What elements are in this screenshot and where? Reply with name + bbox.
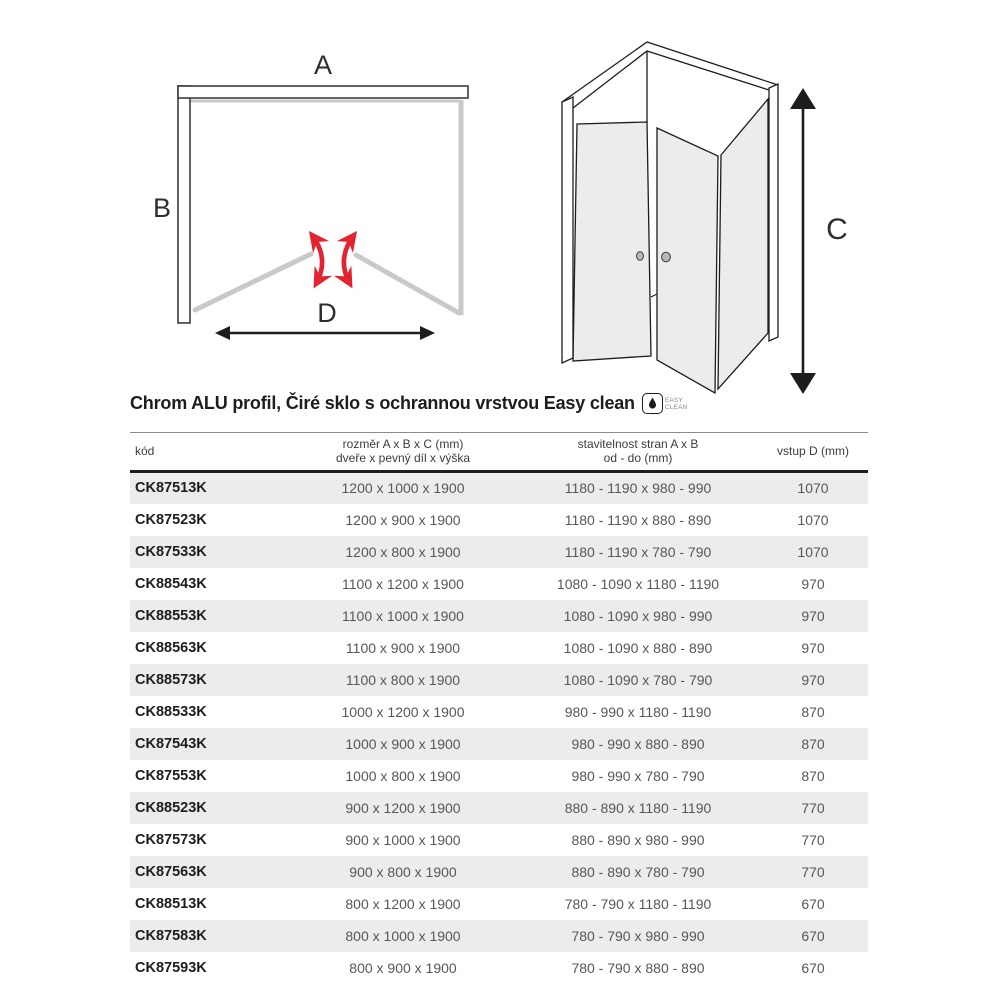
dimension-d-label: D xyxy=(317,298,337,328)
product-code: CK87523K xyxy=(135,511,207,528)
easy-clean-label: EASY CLEAN xyxy=(664,396,688,411)
table-row xyxy=(130,856,868,888)
open-door-right-line xyxy=(356,255,459,313)
dimension-c-arrow xyxy=(790,88,816,394)
adjustability-value: 1080 - 1090 x 780 - 790 xyxy=(563,671,713,688)
table-row xyxy=(130,952,868,984)
entry-width-value: 970 xyxy=(801,575,825,592)
product-code: CK87533K xyxy=(135,543,207,560)
table-row xyxy=(130,792,868,824)
product-code: CK87563K xyxy=(135,863,207,880)
entry-width-value: 1070 xyxy=(797,480,829,497)
dimensions-value: 900 x 1000 x 1900 xyxy=(345,831,461,848)
adjustability-value: 880 - 890 x 980 - 990 xyxy=(571,831,705,848)
door-knob-icon xyxy=(637,252,671,262)
header-entry-width: vstup D (mm) xyxy=(777,444,849,458)
dimension-c-label: C xyxy=(826,213,848,246)
entry-width-value: 770 xyxy=(801,831,825,848)
dimension-a-label: A xyxy=(313,50,333,80)
product-code: CK88533K xyxy=(135,703,207,720)
dimensions-value: 1000 x 900 x 1900 xyxy=(345,735,461,752)
dimension-b-label: B xyxy=(152,193,172,223)
table-row xyxy=(130,760,868,792)
door-swing-arrows-icon xyxy=(312,235,354,284)
header-adjustability: stavitelnost stran A x B od - do (mm) xyxy=(577,437,699,465)
product-code: CK88543K xyxy=(135,575,207,592)
table-row xyxy=(130,728,868,760)
table-row xyxy=(130,568,868,600)
glass-panels xyxy=(573,99,768,393)
adjustability-value: 1080 - 1090 x 980 - 990 xyxy=(563,607,713,624)
entry-width-value: 870 xyxy=(801,703,825,720)
entry-width-value: 870 xyxy=(801,735,825,752)
product-code: CK87513K xyxy=(135,480,207,497)
adjustability-value: 1180 - 1190 x 980 - 990 xyxy=(564,480,712,497)
entry-width-value: 870 xyxy=(801,767,825,784)
entry-width-value: 670 xyxy=(801,927,825,944)
adjustability-value: 1180 - 1190 x 880 - 890 xyxy=(564,511,712,528)
adjustability-value: 780 - 790 x 880 - 890 xyxy=(571,959,705,976)
spec-table xyxy=(130,432,868,984)
dimensions-value: 900 x 800 x 1900 xyxy=(349,863,457,880)
dimensions-value: 1100 x 800 x 1900 xyxy=(345,671,461,688)
entry-width-value: 970 xyxy=(801,639,825,656)
top-view-diagram xyxy=(145,38,505,360)
table-row xyxy=(130,472,868,504)
dimensions-value: 900 x 1200 x 1900 xyxy=(345,799,461,816)
section-title-row xyxy=(130,393,870,414)
entry-width-value: 970 xyxy=(801,671,825,688)
wall-profiles xyxy=(178,86,468,323)
glass-lines xyxy=(187,100,461,315)
entry-width-value: 1070 xyxy=(797,511,829,528)
table-row xyxy=(130,664,868,696)
product-code: CK87553K xyxy=(135,767,207,784)
adjustability-value: 880 - 890 x 780 - 790 xyxy=(571,863,705,880)
adjustability-value: 980 - 990 x 880 - 890 xyxy=(571,735,705,752)
header-size: rozměr A x B x C (mm) dveře x pevný díl x výška xyxy=(335,437,471,465)
adjustability-value: 980 - 990 x 780 - 790 xyxy=(571,767,705,784)
entry-width-value: 670 xyxy=(801,895,825,912)
adjustability-value: 780 - 790 x 1180 - 1190 xyxy=(564,895,712,912)
dimensions-value: 1200 x 800 x 1900 xyxy=(345,543,461,560)
adjustability-value: 1180 - 1190 x 780 - 790 xyxy=(564,543,712,560)
product-code: CK88573K xyxy=(135,671,207,688)
product-code: CK87583K xyxy=(135,927,207,944)
table-row xyxy=(130,696,868,728)
open-door-left-line xyxy=(195,254,311,310)
dimensions-value: 800 x 1200 x 1900 xyxy=(345,895,461,912)
product-code: CK88563K xyxy=(135,639,207,656)
product-code: CK88553K xyxy=(135,607,207,624)
dimensions-value: 1100 x 1200 x 1900 xyxy=(342,575,464,592)
adjustability-value: 780 - 790 x 980 - 990 xyxy=(571,927,705,944)
entry-width-value: 770 xyxy=(801,799,825,816)
entry-width-value: 1070 xyxy=(797,543,829,560)
adjustability-value: 1080 - 1090 x 880 - 890 xyxy=(563,639,713,656)
table-row xyxy=(130,920,868,952)
spec-table-header xyxy=(130,433,868,472)
perspective-diagram xyxy=(540,28,870,396)
entry-width-value: 970 xyxy=(801,607,825,624)
entry-width-value: 670 xyxy=(801,959,825,976)
dimensions-value: 1200 x 1000 x 1900 xyxy=(341,480,465,497)
adjustability-value: 880 - 890 x 1180 - 1190 xyxy=(564,799,712,816)
table-row xyxy=(130,632,868,664)
side-glass-panel xyxy=(718,99,768,389)
dimensions-value: 1100 x 1000 x 1900 xyxy=(342,607,464,624)
dimensions-value: 800 x 1000 x 1900 xyxy=(345,927,461,944)
table-row xyxy=(130,888,868,920)
water-drop-icon xyxy=(642,393,663,414)
product-code: CK87543K xyxy=(135,735,207,752)
table-row xyxy=(130,824,868,856)
dimensions-value: 1000 x 1200 x 1900 xyxy=(341,703,465,720)
dimensions-value: 1000 x 800 x 1900 xyxy=(345,767,461,784)
product-code: CK88523K xyxy=(135,799,207,816)
header-code: kód xyxy=(135,444,155,458)
product-code: CK88513K xyxy=(135,895,207,912)
table-row xyxy=(130,536,868,568)
dimensions-value: 800 x 900 x 1900 xyxy=(349,959,457,976)
adjustability-value: 980 - 990 x 1180 - 1190 xyxy=(564,703,712,720)
left-door-panel xyxy=(573,122,651,361)
dimension-d-arrow xyxy=(215,326,435,340)
spec-table-container xyxy=(130,432,868,984)
spec-table-body xyxy=(130,472,868,984)
adjustability-value: 1080 - 1090 x 1180 - 1190 xyxy=(556,575,720,592)
table-row xyxy=(130,600,868,632)
dimensions-value: 1100 x 900 x 1900 xyxy=(345,639,461,656)
easy-clean-badge xyxy=(642,393,688,414)
dimensions-value: 1200 x 900 x 1900 xyxy=(345,511,461,528)
table-row xyxy=(130,504,868,536)
product-code: CK87593K xyxy=(135,959,207,976)
section-title: Chrom ALU profil, Čiré sklo s ochrannou vrstvou Easy clean xyxy=(130,393,635,413)
product-code: CK87573K xyxy=(135,831,207,848)
entry-width-value: 770 xyxy=(801,863,825,880)
